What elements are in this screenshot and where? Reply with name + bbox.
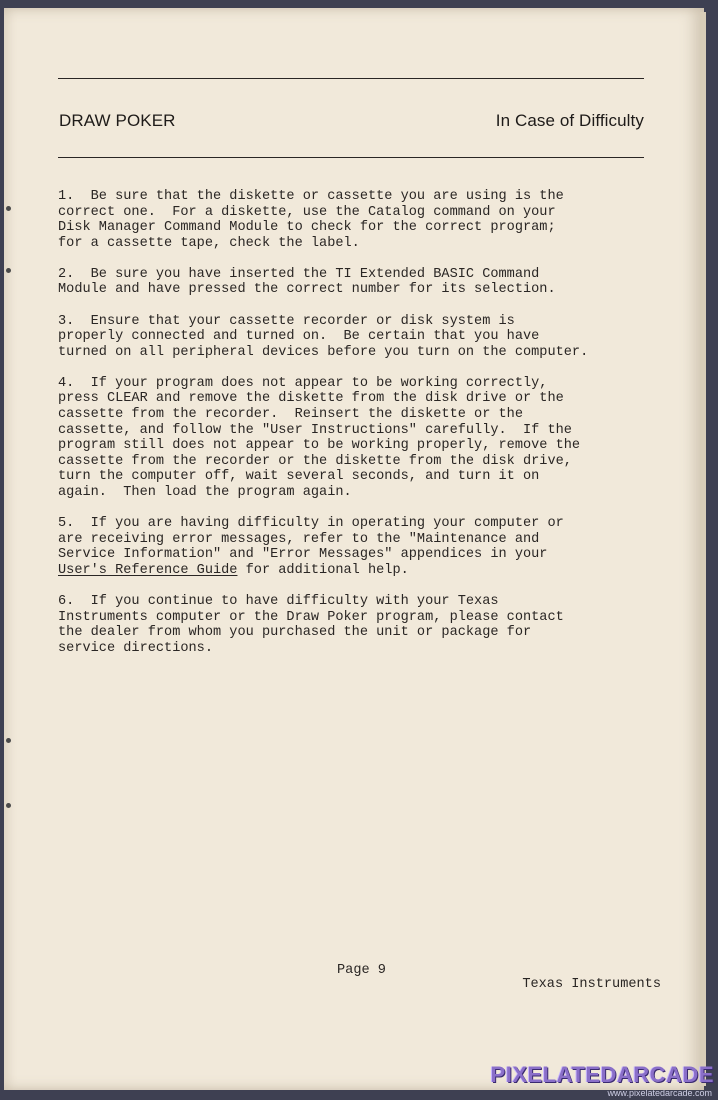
binding-hole xyxy=(6,206,11,211)
text-line: 5. If you are having difficulty in operating your computer or xyxy=(58,516,564,532)
text-line: 1. Be sure that the diskette or cassette you are using is the xyxy=(58,189,564,204)
header-rule-top xyxy=(58,78,644,79)
instructions-body xyxy=(58,189,668,672)
text-line: 3. Ensure that your cassette recorder or disk system is xyxy=(58,313,515,329)
text-line: 2. Be sure you have inserted the TI Extended BASIC Command xyxy=(58,266,540,282)
text-line: cassette from the recorder or the diskette from the disk drive, xyxy=(58,453,572,469)
program-title: DRAW POKER xyxy=(59,111,176,130)
guide-title-reference: User's Reference Guide xyxy=(58,562,238,578)
text-line: for additional help. xyxy=(237,562,409,578)
text-line: Module and have pressed the correct number for its selection. xyxy=(58,282,556,298)
text-line: again. Then load the program again. xyxy=(58,485,352,500)
footer-brand: Texas Instruments xyxy=(522,977,661,992)
paragraph-5 xyxy=(58,516,668,578)
page-edge xyxy=(700,12,706,1086)
text-line: correct one. For a diskette, use the Catalog command on your xyxy=(58,204,556,220)
text-line: Disk Manager Command Module to check for the correct program; xyxy=(58,220,556,236)
text-line: for a cassette tape, check the label. xyxy=(58,235,360,251)
binding-hole xyxy=(6,803,11,808)
watermark-url: www.pixelatedarcade.com xyxy=(607,1088,712,1098)
text-line: program still does not appear to be working properly, remove the xyxy=(58,438,581,454)
text-line: properly connected and turned on. Be certain that you have xyxy=(58,329,540,345)
text-line: 6. If you continue to have difficulty with your Texas xyxy=(58,593,499,609)
paragraph-6 xyxy=(58,594,668,656)
text-line: 4. If your program does not appear to be working correctly, xyxy=(58,375,548,391)
watermark-logo: PIXELATEDARCADE xyxy=(490,1062,714,1087)
text-line: press CLEAR and remove the diskette from the disk drive or the xyxy=(58,391,564,407)
binding-hole xyxy=(6,738,11,743)
paragraph-2 xyxy=(58,267,668,298)
text-line: service directions. xyxy=(58,640,213,656)
text-line: cassette from the recorder. Reinsert the diskette or the xyxy=(58,407,523,423)
paragraph-1 xyxy=(58,189,668,251)
text-line: turned on all peripheral devices before you turn on the computer. xyxy=(58,344,589,360)
paragraph-3 xyxy=(58,314,668,361)
text-line: turn the computer off, wait several seconds, and turn it on xyxy=(58,469,540,485)
paragraph-4 xyxy=(58,376,668,501)
text-line: Service Information" and "Error Messages" appendices in your xyxy=(58,547,548,563)
text-line: the dealer from whom you purchased the unit or package for xyxy=(58,625,532,641)
binding-hole xyxy=(6,268,11,273)
header-rule-bottom xyxy=(58,157,644,158)
text-line: Instruments computer or the Draw Poker program, please contact xyxy=(58,609,564,625)
text-line: cassette, and follow the "User Instructions" carefully. If the xyxy=(58,422,572,438)
page-number: Page 9 xyxy=(337,963,386,978)
text-line: are receiving error messages, refer to the "Maintenance and xyxy=(58,531,540,547)
section-title: In Case of Difficulty xyxy=(495,111,644,130)
